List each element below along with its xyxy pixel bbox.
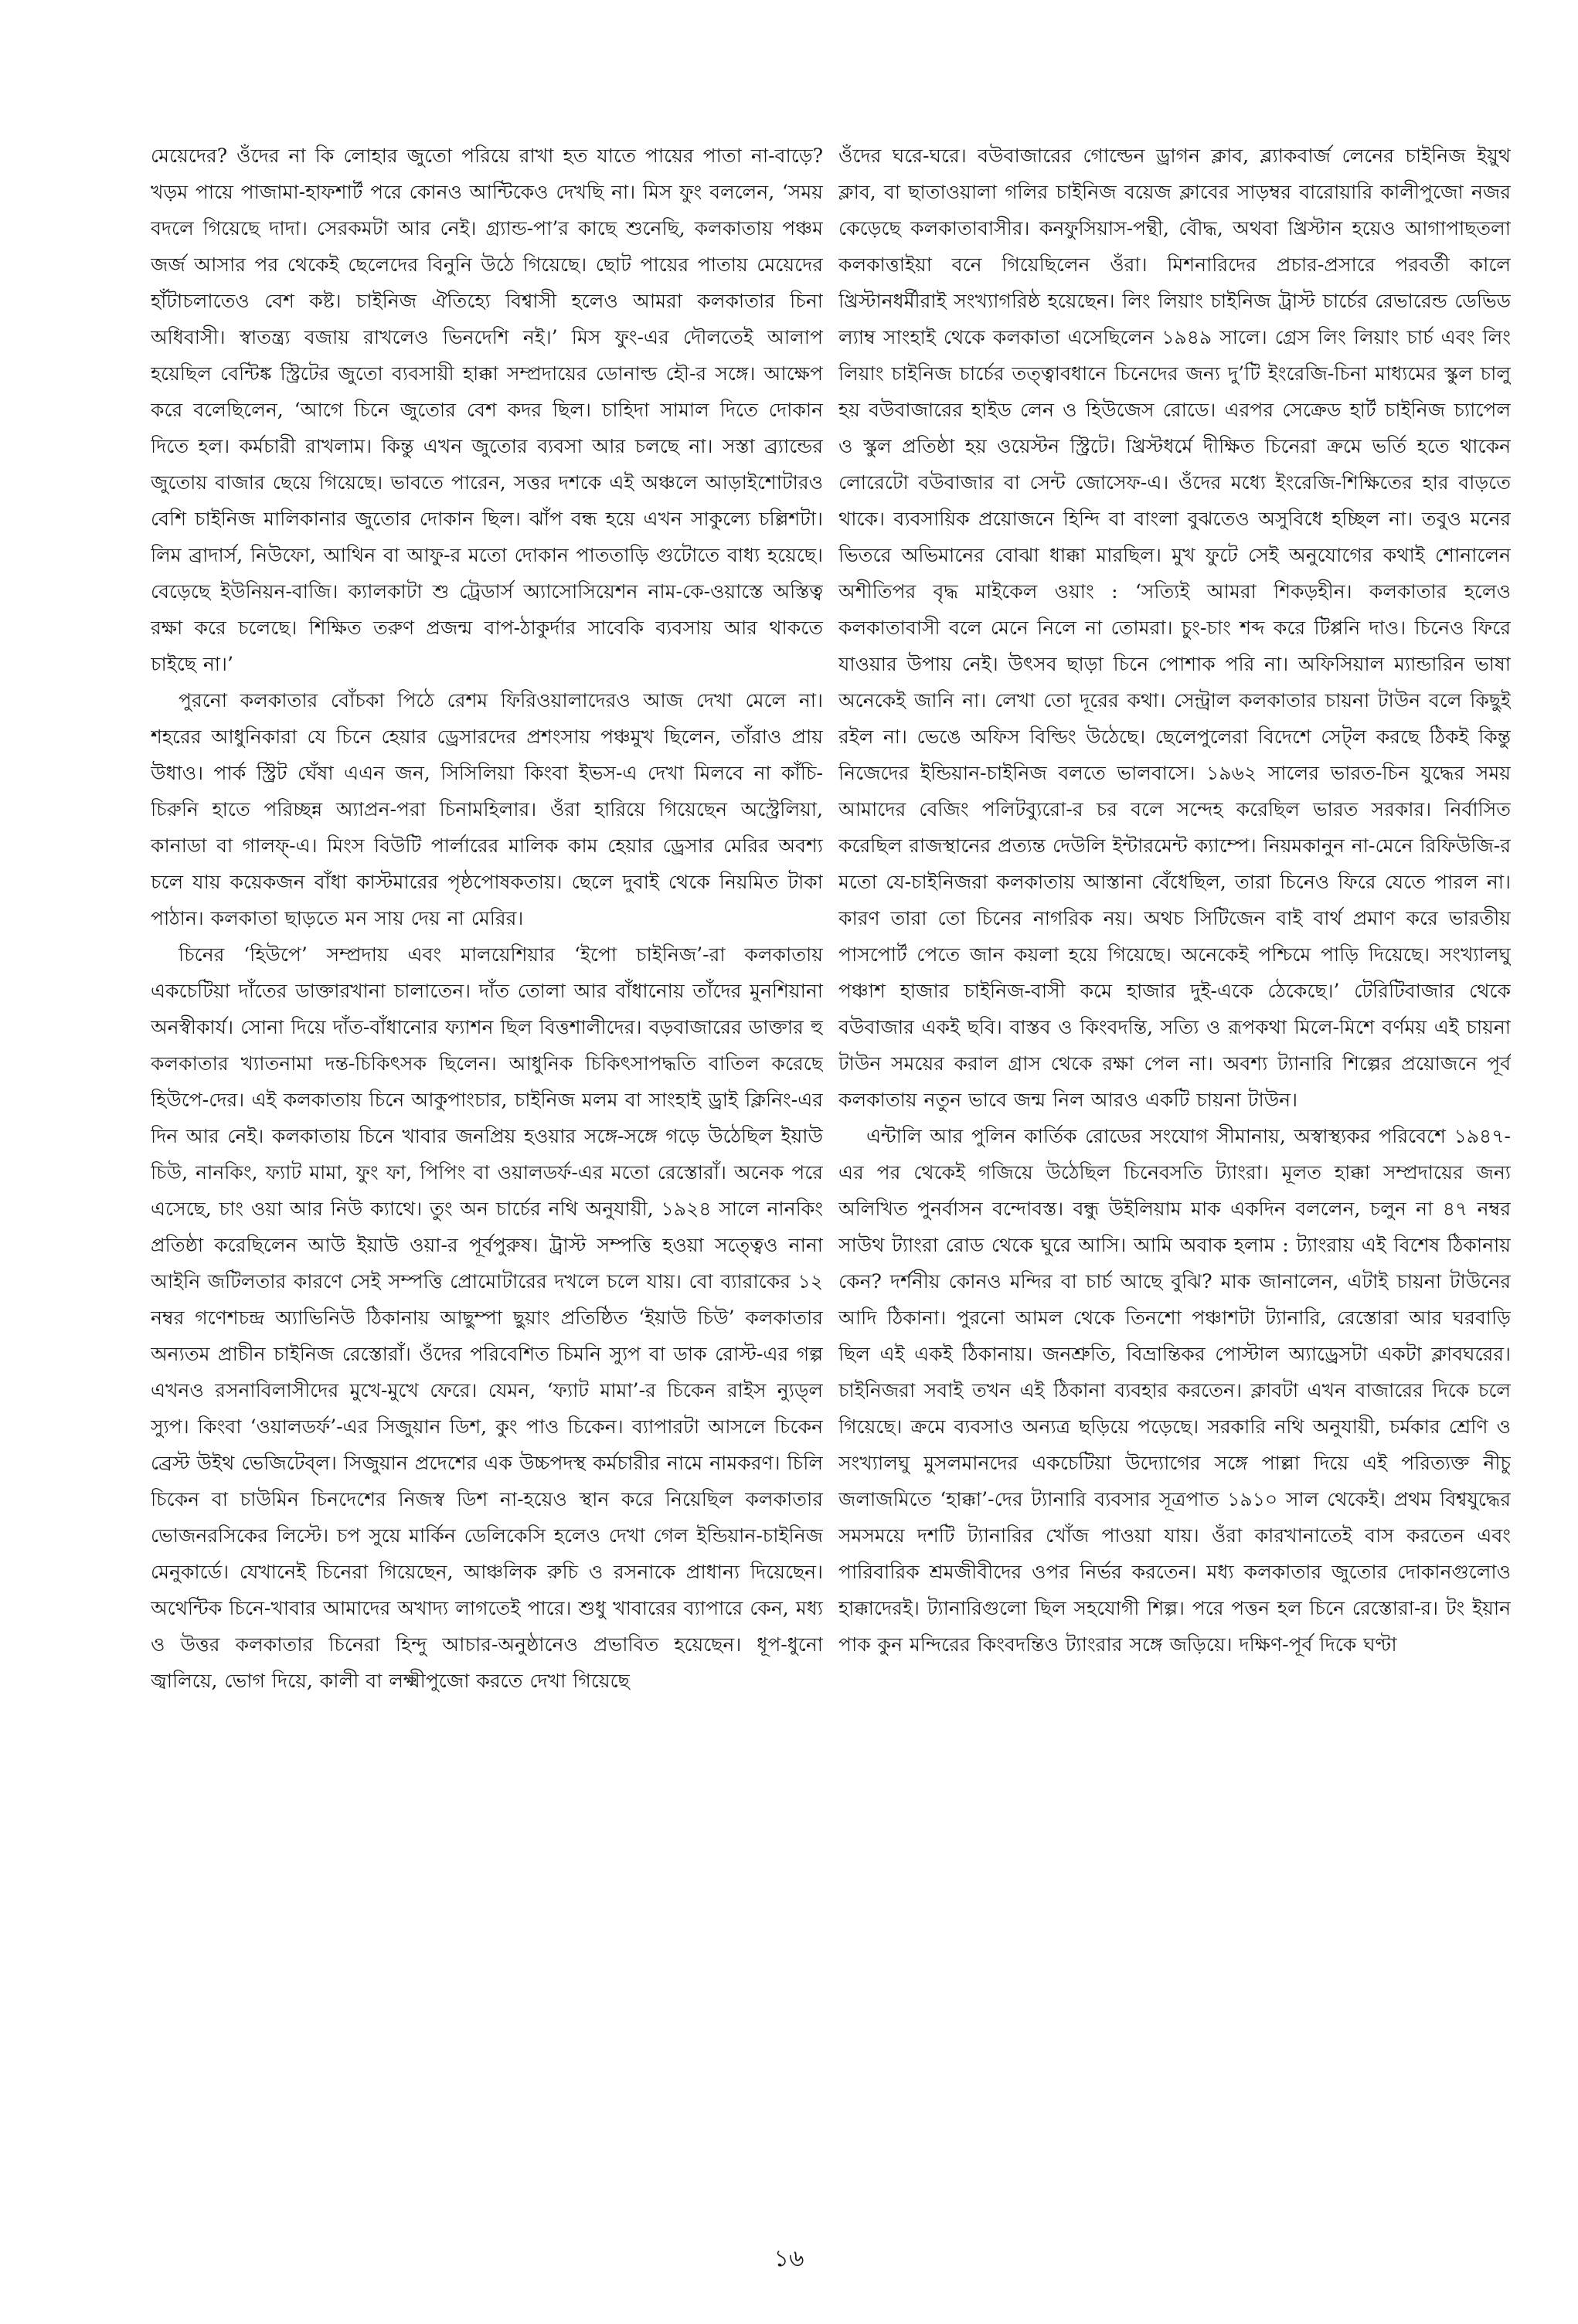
right-text-column: [838, 138, 1511, 2239]
left-paragraph-2: পুরনো কলকাতার বোঁচকা পিঠে রেশম ফিরিওয়ালাদেরও আজ দেখা মেলে না। শহরের আধুনিকারা যে চিনে হেয়ার ড্রেসারদের প্রশংসায় পঞ্চমুখ ছিলেন, তাঁরাও প্রায় উধাও। পার্ক স্ট্রিট ঘেঁষা এএন জন, সিসিলিয়া কিংবা ইভস-এ দেখা মিলবে না কাঁচি-চিরুনি হাতে পরিচ্ছন্ন অ্যাপ্রন-পরা চিনামহিলার। ওঁরা হারিয়ে গিয়েছেন অস্ট্রেলিয়া, কানাডা বা গালফ্-এ। মিংস বিউটি পার্লারের মালিক কাম হেয়ার ড্রেসার মেরির অবশ্য চলে যায় কয়েকজন বাঁধা কাস্টমারের পৃষ্ঠপোষকতায়। ছেলে দুবাই থেকে নিয়মিত টাকা পাঠান। কলকাতা ছাড়তে মন সায় দেয় না মেরির।: [151, 689, 823, 929]
left-text-column: [151, 138, 823, 2239]
left-paragraph-3: চিনের ‘হিউপে’ সম্প্রদায় এবং মালয়েশিয়ার ‘ইপো চাইনিজ’-রা কলকাতায় একচেটিয়া দাঁতের ডাক্তারখানা চালাতেন। দাঁত তোলা আর বাঁধানোয় তাঁদের মুনশিয়ানা অনস্বীকার্য। সোনা দিয়ে দাঁত-বাঁধানোর ফ্যাশন ছিল বিত্তশালীদের। বড়বাজারের ডাক্তার হু কলকাতার খ্যাতনামা দন্ত-চিকিৎসক ছিলেন। আধুনিক চিকিৎসাপদ্ধতি বাতিল করেছে হিউপে-দের। এই কলকাতায় চিনে আকুপাংচার, চাইনিজ মলম বা সাংহাই ড্রাই ক্লিনিং-এর দিন আর নেই। কলকাতায় চিনে খাবার জনপ্রিয় হওয়ার সঙ্গে-সঙ্গে গড়ে উঠেছিল ইয়াউ চিউ, নানকিং, ফ্যাট মামা, ফুং ফা, পিপিং বা ওয়ালডর্ফ-এর মতো রেস্তোরাঁ। অনেক পরে এসেছে, চাং ওয়া আর নিউ ক্যাথে। তুং অন চার্চের নথি অনুযায়ী, ১৯২৪ সালে নানকিং প্রতিষ্ঠা করেছিলেন আউ ইয়াউ ওয়া-র পূর্বপুরুষ। ট্রাস্ট সম্পত্তি হওয়া সত্ত্বেও নানা আইনি জটিলতার কারণে সেই সম্পত্তি প্রোমোটারের দখলে চলে যায়। বো ব্যারাকের ১২ নম্বর গণেশচন্দ্র অ্যাভিনিউ ঠিকানায় আছুম্পা ছুয়াং প্রতিষ্ঠিত ‘ইয়াউ চিউ’ কলকাতার অন্যতম প্রাচীন চাইনিজ রেস্তোরাঁ। ওঁদের পরিবেশিত চিমনি স্যুপ বা ডাক রোস্ট-এর গল্প এখনও রসনাবিলাসীদের মুখে-মুখে ফেরে। যেমন, ‘ফ্যাট মামা’-র চিকেন রাইস ন্যুড্‌ল স্যুপ। কিংবা ‘ওয়ালডর্ফ’-এর সিজুয়ান ডিশ, কুং পাও চিকেন। ব্যাপারটা আসলে চিকেন ব্রেস্ট উইথ ভেজিটেব্‌ল। সিজুয়ান প্রদেশের এক উচ্চপদস্থ কর্মচারীর নামে নামকরণ। চিলি চিকেন বা চাউমিন চিনদেশের নিজস্ব ডিশ না-হয়েও স্থান করে নিয়েছিল কলকাতার ভোজনরসিকের লিস্টে। চপ সুয়ে মার্কিন ডেলিকেসি হলেও দেখা গেল ইন্ডিয়ান-চাইনিজ মেনুকার্ডে। যেখানেই চিনেরা গিয়েছেন, আঞ্চলিক রুচি ও রসনাকে প্রাধান্য দিয়েছেন। অথেন্টিক চিনে-খাবার আমাদের অখাদ্য লাগতেই পারে। শুধু খাবারের ব্যাপারে কেন, মধ্য ও উত্তর কলকাতার চিনেরা হিন্দু আচার-অনুষ্ঠানেও প্রভাবিত হয়েছেন। ধূপ-ধুনো জ্বালিয়ে, ভোগ দিয়ে, কালী বা লক্ষ্মীপুজো করতে দেখা গিয়েছে: [151, 943, 823, 1692]
right-paragraph-2: এন্টালি আর পুলিন কার্তিক রোডের সংযোগ সীমানায়, অস্বাস্থ্যকর পরিবেশে ১৯৪৭-এর পর থেকেই গজিয়ে উঠেছিল চিনেবসতি ট্যাংরা। মূলত হাক্কা সম্প্রদায়ের জন্য অলিখিত পুনর্বাসন বন্দোবস্ত। বন্ধু উইলিয়াম মাক একদিন বললেন, চলুন না ৪৭ নম্বর সাউথ ট্যাংরা রোড থেকে ঘুরে আসি। আমি অবাক হলাম : ট্যাংরায় এই বিশেষ ঠিকানায় কেন? দর্শনীয় কোনও মন্দির বা চার্চ আছে বুঝি? মাক জানালেন, এটাই চায়না টাউনের আদি ঠিকানা। পুরনো আমল থেকে তিনশো পঞ্চাশটা ট্যানারি, রেস্তোরা আর ঘরবাড়ি ছিল এই একই ঠিকানায়। জনশ্রুতি, বিভ্রান্তিকর পোস্টাল অ্যাড্রেসটা একটা ক্লাবঘরের। চাইনিজরা সবাই তখন এই ঠিকানা ব্যবহার করতেন। ক্লাবটা এখন বাজারের দিকে চলে গিয়েছে। ক্রমে ব্যবসাও অন্যত্র ছড়িয়ে পড়েছে। সরকারি নথি অনুযায়ী, চর্মকার শ্রেণি ও সংখ্যালঘু মুসলমানদের একচেটিয়া উদ্যোগের সঙ্গে পাল্লা দিয়ে এই পরিত্যক্ত নীচু জলাজমিতে ‘হাক্কা’-দের ট্যানারি ব্যবসার সূত্রপাত ১৯১০ সাল থেকেই। প্রথম বিশ্বযুদ্ধের সমসময়ে দশটি ট্যানারির খোঁজ পাওয়া যায়। ওঁরা কারখানাতেই বাস করতেন এবং পারিবারিক শ্রমজীবীদের ওপর নির্ভর করতেন। মধ্য কলকাতার জুতোর দোকানগুলোও হাক্কাদেরই। ট্যানারিগুলো ছিল সহযোগী শিল্প। পরে পত্তন হল চিনে রেস্তোরা-র। টং ইয়ান পাক কুন মন্দিরের কিংবদন্তিও ট্যাংরার সঙ্গে জড়িয়ে। দক্ষিণ-পূর্ব দিকে ঘণ্টা: [838, 1125, 1511, 1656]
left-paragraph-1: মেয়েদের? ওঁদের না কি লোহার জুতো পরিয়ে রাখা হত যাতে পায়ের পাতা না-বাড়ে? খড়ম পায়ে পাজামা-হাফশার্ট পরে কোনও আন্টিকেও দেখছি না। মিস ফুং বললেন, ‘সময় বদলে গিয়েছে দাদা। সেরকমটা আর নেই। গ্র্যান্ড-পা’র কাছে শুনেছি, কলকাতায় পঞ্চম জর্জ আসার পর থেকেই ছেলেদের বিনুনি উঠে গিয়েছে। ছোট পায়ের পাতায় মেয়েদের হাঁটাচলাতেও বেশ কষ্ট। চাইনিজ ঐতিহ্যে বিশ্বাসী হলেও আমরা কলকাতার চিনা অধিবাসী। স্বাতন্ত্র্য বজায় রাখলেও ভিনদেশি নই।’ মিস ফুং-এর দৌলতেই আলাপ হয়েছিল বেন্টিঙ্ক স্ট্রিটের জুতো ব্যবসায়ী হাক্কা সম্প্রদায়ের ডোনাল্ড হৌ-র সঙ্গে। আক্ষেপ করে বলেছিলেন, ‘আগে চিনে জুতোর বেশ কদর ছিল। চাহিদা সামাল দিতে দোকান দিতে হল। কর্মচারী রাখলাম। কিন্তু এখন জুতোর ব্যবসা আর চলছে না। সস্তা ব্র্যান্ডের জুতোয় বাজার ছেয়ে গিয়েছে। ভাবতে পারেন, সত্তর দশকে এই অঞ্চলে আড়াইশোটারও বেশি চাইনিজ মালিকানার জুতোর দোকান ছিল। ঝাঁপ বন্ধ হয়ে এখন সাকুল্যে চল্লিশটা। লিম ব্রাদার্স, নিউফো, আথিন বা আফু-র মতো দোকান পাততাড়ি গুটোতে বাধ্য হয়েছে। বেড়েছে ইউনিয়ন-বাজি। ক্যালকাটা শু ট্রেডার্স অ্যাসোসিয়েশন নাম-কে-ওয়াস্তে অস্তিত্ব রক্ষা করে চলেছে। শিক্ষিত তরুণ প্রজন্ম বাপ-ঠাকুর্দার সাবেকি ব্যবসায় আর থাকতে চাইছে না।’: [151, 144, 823, 675]
right-paragraph-1: ওঁদের ঘরে-ঘরে। বউবাজারের গোল্ডেন ড্রাগন ক্লাব, ব্ল্যাকবার্জ লেনের চাইনিজ ইয়ুথ ক্লাব, বা ছাতাওয়ালা গলির চাইনিজ বয়েজ ক্লাবের সাড়ম্বর বারোয়ারি কালীপুজো নজর কেড়েছে কলকাতাবাসীর। কনফুসিয়াস-পন্থী, বৌদ্ধ, অথবা খ্রিস্টান হয়েও আগাপাছতলা কলকাত্তাইয়া বনে গিয়েছিলেন ওঁরা। মিশনারিদের প্রচার-প্রসারে পরবর্তী কালে খ্রিস্টানধর্মীরাই সংখ্যাগরিষ্ঠ হয়েছেন। লিং লিয়াং চাইনিজ ট্রাস্ট চার্চের রেভারেন্ড ডেভিড ল্যাম্ব সাংহাই থেকে কলকাতা এসেছিলেন ১৯৪৯ সালে। গ্রেস লিং লিয়াং চার্চ এবং লিং লিয়াং চাইনিজ চার্চের তত্ত্বাবধানে চিনেদের জন্য দু’টি ইংরেজি-চিনা মাধ্যমের স্কুল চালু হয় বউবাজারের হাইড লেন ও হিউজেস রোডে। এরপর সেক্রেড হার্ট চাইনিজ চ্যাপেল ও স্কুল প্রতিষ্ঠা হয় ওয়েস্টন স্ট্রিটে। খ্রিস্টধর্মে দীক্ষিত চিনেরা ক্রমে ভর্তি হতে থাকেন লোরেটো বউবাজার বা সেন্ট জোসেফ-এ। ওঁদের মধ্যে ইংরেজি-শিক্ষিতের হার বাড়তে থাকে। ব্যবসায়িক প্রয়োজনে হিন্দি বা বাংলা বুঝতেও অসুবিধে হচ্ছিল না। তবুও মনের ভিতরে অভিমানের বোঝা ধাক্কা মারছিল। মুখ ফুটে সেই অনুযোগের কথাই শোনালেন অশীতিপর বৃদ্ধ মাইকেল ওয়াং : ‘সত্যিই আমরা শিকড়হীন। কলকাতার হলেও কলকাতাবাসী বলে মেনে নিলে না তোমরা। চুং-চাং শব্দ করে টিপ্পনি দাও। চিনেও ফিরে যাওয়ার উপায় নেই। উৎসব ছাড়া চিনে পোশাক পরি না। অফিসিয়াল ম্যান্ডারিন ভাষা অনেকেই জানি না। লেখা তো দূরের কথা। সেন্ট্রাল কলকাতার চায়না টাউন বলে কিছুই রইল না। ভেঙে অফিস বিল্ডিং উঠেছে। ছেলেপুলেরা বিদেশে সেট্‌ল করছে ঠিকই কিন্তু নিজেদের ইন্ডিয়ান-চাইনিজ বলতে ভালবাসে। ১৯৬২ সালের ভারত-চিন যুদ্ধের সময় আমাদের বেজিং পলিটব্যুরো-র চর বলে সন্দেহ করেছিল ভারত সরকার। নির্বাসিত করেছিল রাজস্থানের প্রত্যন্ত দেউলি ইন্টারমেন্ট ক্যাম্পে। নিয়মকানুন না-মেনে রিফিউজি-র মতো যে-চাইনিজরা কলকাতায় আস্তানা বেঁধেছিল, তারা চিনেও ফিরে যেতে পারল না। কারণ তারা তো চিনের নাগরিক নয়। অথচ সিটিজেন বাই বার্থ প্রমাণ করে ভারতীয় পাসপোর্ট পেতে জান কয়লা হয়ে গিয়েছে। অনেকেই পশ্চিমে পাড়ি দিয়েছে। সংখ্যালঘু পঞ্চাশ হাজার চাইনিজ-বাসী কমে হাজার দুই-একে ঠেকেছে।’ টেরিটিবাজার থেকে বউবাজার একই ছবি। বাস্তব ও কিংবদন্তি, সত্যি ও রূপকথা মিলে-মিশে বর্ণময় এই চায়না টাউন সময়ের করাল গ্রাস থেকে রক্ষা পেল না। অবশ্য ট্যানারি শিল্পের প্রয়োজনে পূর্ব কলকাতায় নতুন ভাবে জন্ম নিল আরও একটি চায়না টাউন।: [838, 144, 1511, 1111]
page-number: ১৬: [774, 2245, 804, 2272]
